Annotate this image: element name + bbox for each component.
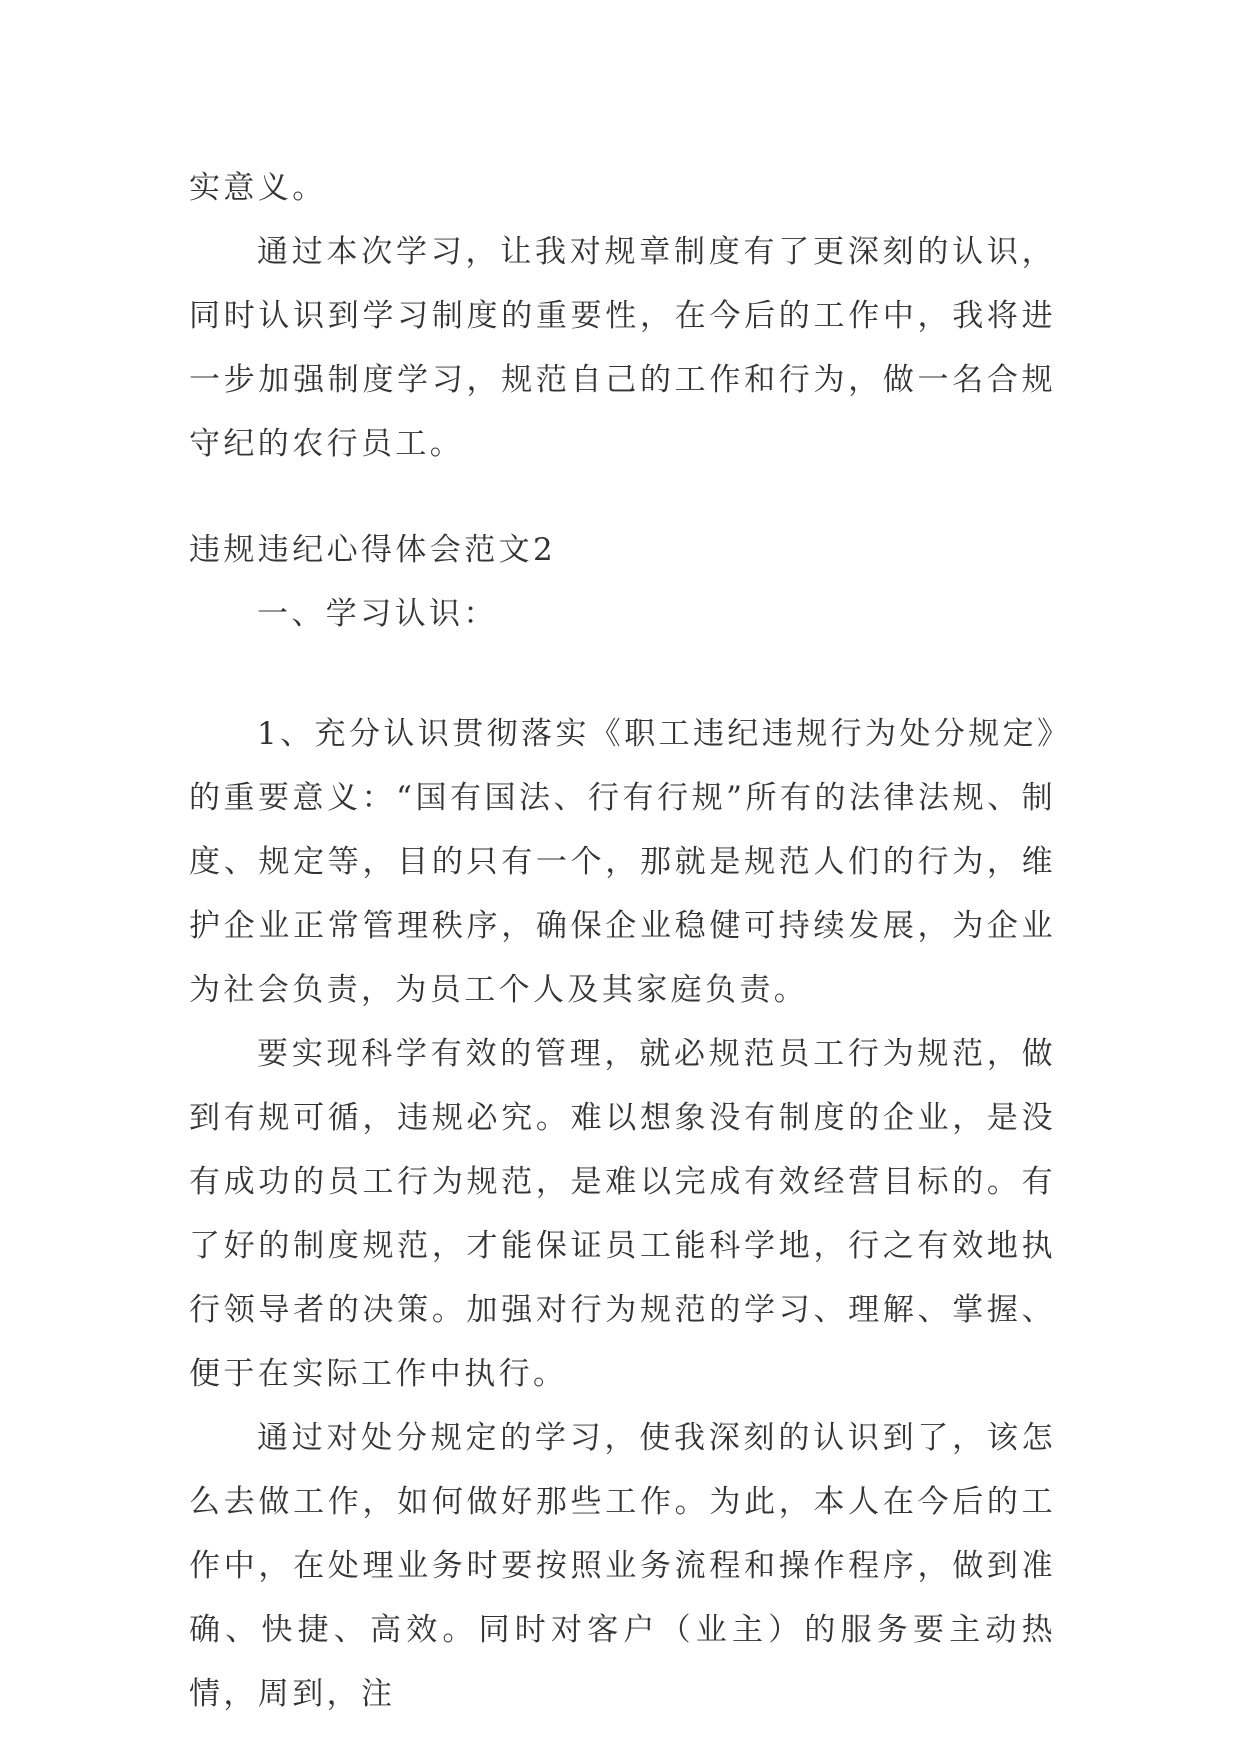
section-gap xyxy=(189,476,1056,518)
paragraph-conclusion: 通过本次学习，让我对规章制度有了更深刻的认识，同时认识到学习制度的重要性，在今后的工作中，我将进一步加强制度学习，规范自己的工作和行为，做一名合规守纪的农行员工。 xyxy=(189,234,1056,462)
section-heading: 违规违纪心得体会范文2 xyxy=(189,532,557,568)
subsection-gap xyxy=(189,646,1056,702)
paragraph-study-outcome: 通过对处分规定的学习，使我深刻的认识到了，该怎么去做工作，如何做好那些工作。为此，本人在今后的工作中，在处理业务时要按照业务流程和操作程序，做到准确、快捷、高效。同时对客户（业主）的服务要主动热情，周到，注 xyxy=(189,1420,1056,1712)
paragraph-point-1: 1、充分认识贯彻落实《职工违纪违规行为处分规定》的重要意义：“国有国法、行有行规”所有的法律法规、制度、规定等，目的只有一个，那就是规范人们的行为，维护企业正常管理秩序，确保企业稳健可持续发展，为企业为社会负责，为员工个人及其家庭负责。 xyxy=(189,716,1056,1008)
document-body xyxy=(189,156,1056,1726)
subsection-heading: 一、学习认识： xyxy=(257,596,498,632)
paragraph-management: 要实现科学有效的管理，就必规范员工行为规范，做到有规可循，违规必究。难以想象没有制度的企业，是没有成功的员工行为规范，是难以完成有效经营目标的。有了好的制度规范，才能保证员工能科学地，行之有效地执行领导者的决策。加强对行为规范的学习、理解、掌握、便于在实际工作中执行。 xyxy=(189,1036,1056,1392)
paragraph-continuation: 实意义。 xyxy=(189,170,327,206)
